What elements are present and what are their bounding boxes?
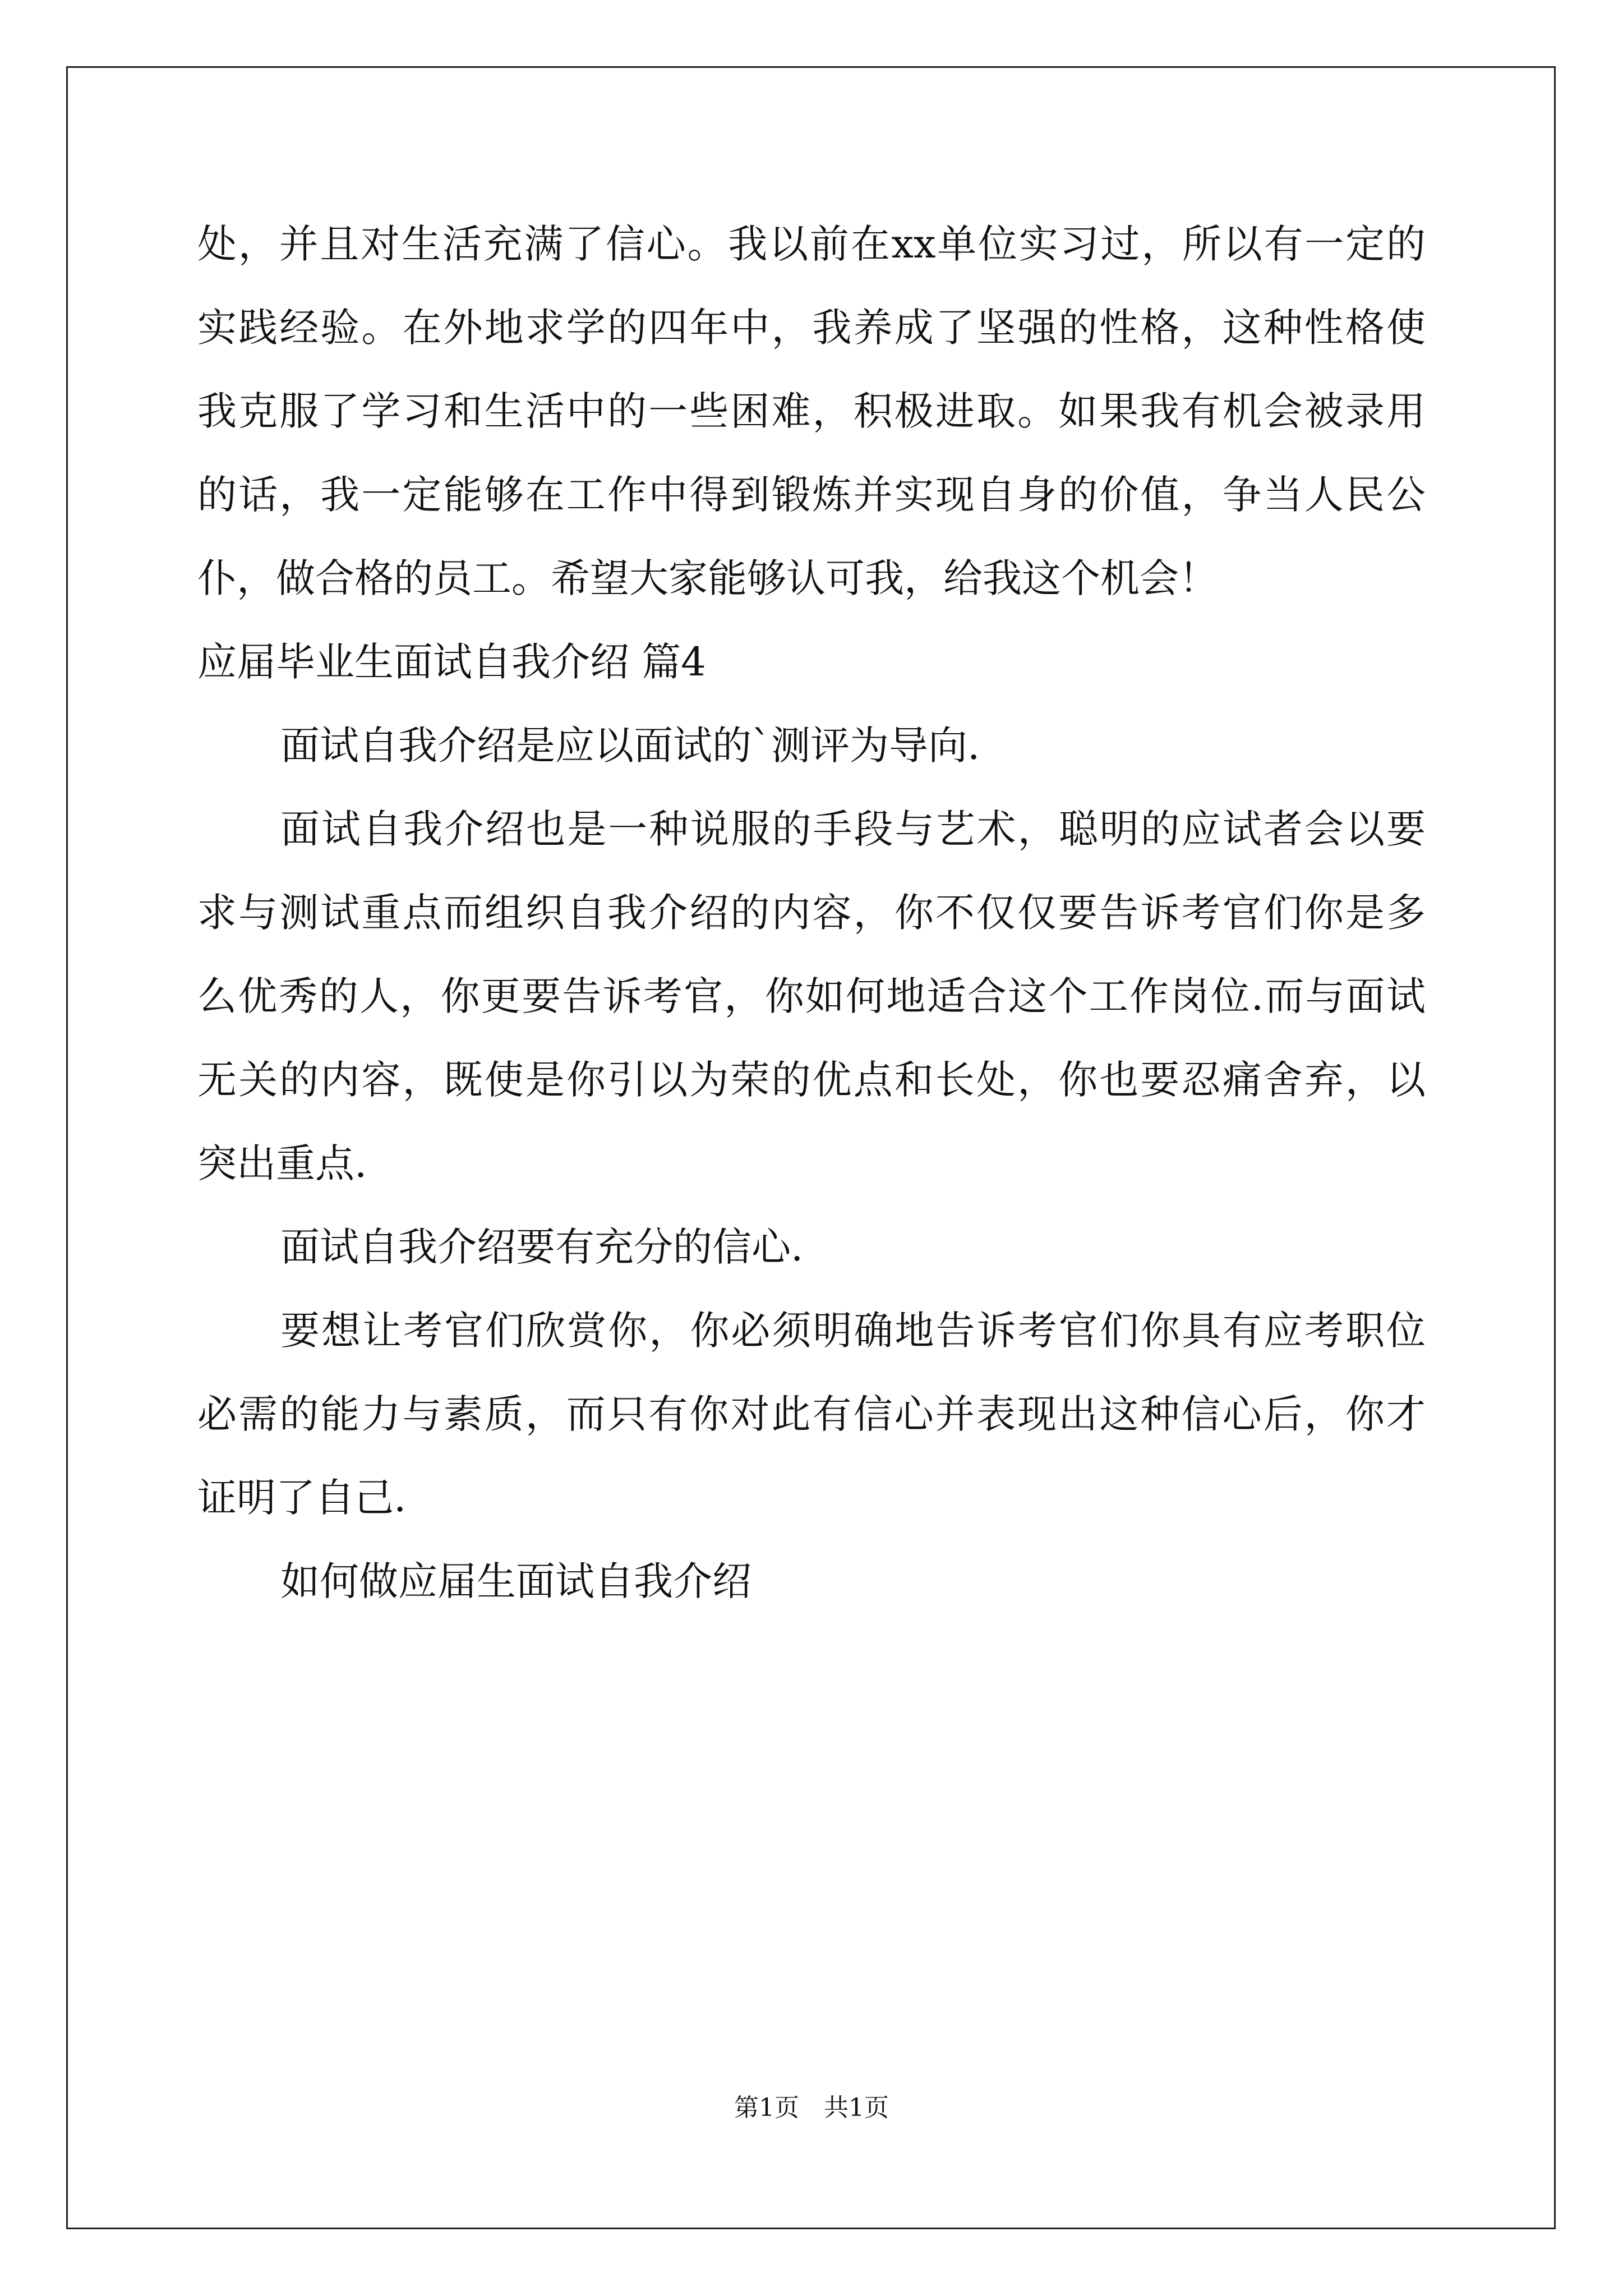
body-line-3: 我克服了学习和生活中的一些困难，积极进取。如果我有机会被录用 <box>197 388 1426 434</box>
body-line-4: 的话，我一定能够在工作中得到锻炼并实现自身的价值，争当人民公 <box>197 472 1426 518</box>
body-line-10: 么优秀的人，你更要告诉考官，你如何地适合这个工作岗位.而与面试 <box>197 973 1426 1019</box>
body-line-1: 处，并且对生活充满了信心。我以前在xx单位实习过，所以有一定的 <box>197 221 1426 267</box>
body-line-12: 突出重点. <box>197 1140 367 1186</box>
body-line-5: 仆，做合格的员工。希望大家能够认可我，给我这个机会！ <box>197 555 1218 601</box>
body-line-11: 无关的内容，既使是你引以为荣的优点和长处，你也要忍痛舍弃，以 <box>197 1057 1426 1103</box>
page-footer <box>0 2092 1623 2124</box>
body-line-9: 求与测试重点而组织自我介绍的内容，你不仅仅要告诉考官们你是多 <box>197 890 1426 936</box>
body-line-16: 证明了自己. <box>197 1475 407 1521</box>
body-line-7: 面试自我介绍是应以面试的`测评为导向. <box>280 723 980 769</box>
body-line-17: 如何做应届生面试自我介绍 <box>280 1558 751 1604</box>
page-number-total: 共1页 <box>824 2093 889 2122</box>
page-number-current: 第1页 <box>734 2093 799 2122</box>
section-heading: 应届毕业生面试自我介绍 篇4 <box>197 639 706 685</box>
body-line-13: 面试自我介绍要有充分的信心. <box>280 1224 804 1270</box>
body-line-15: 必需的能力与素质，而只有你对此有信心并表现出这种信心后，你才 <box>197 1391 1426 1437</box>
body-line-8: 面试自我介绍也是一种说服的手段与艺术，聪明的应试者会以要 <box>280 806 1426 852</box>
body-line-14: 要想让考官们欣赏你，你必须明确地告诉考官们你具有应考职位 <box>280 1308 1426 1354</box>
body-line-2: 实践经验。在外地求学的四年中，我养成了坚强的性格，这种性格使 <box>197 305 1426 351</box>
